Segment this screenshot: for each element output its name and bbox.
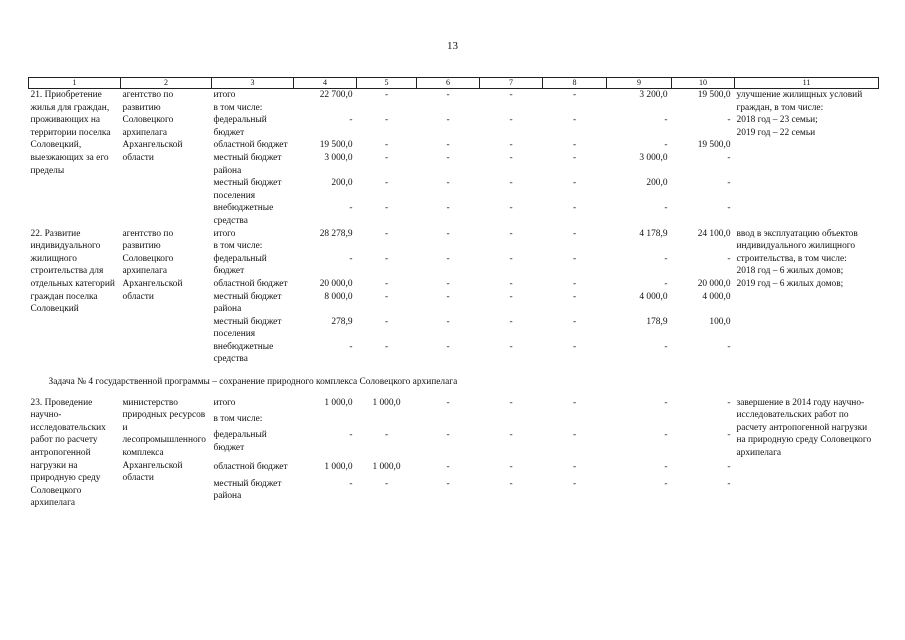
funding-value: 100,0 xyxy=(709,316,731,327)
funding-value: - xyxy=(727,462,731,473)
column-number-8: 8 xyxy=(543,78,607,89)
funding-value: 20 000,0 xyxy=(697,278,731,289)
funding-value: - xyxy=(664,430,668,441)
funding-value: 22 700,0 xyxy=(319,90,353,100)
funding-value: - xyxy=(509,397,513,408)
funding-value: - xyxy=(446,203,450,214)
funding-value xyxy=(480,240,543,253)
funding-value: - xyxy=(446,291,450,302)
funding-value: 28 278,9 xyxy=(319,228,353,239)
funding-value xyxy=(607,413,672,429)
expected-result: ввод в эксплуатацию объектов индивидуального жилищного строительства, в том числе: 2018 год – 6 жилых домов; 2019 год – 6 жилых домов; xyxy=(736,228,858,289)
funding-value: 1 000,0 xyxy=(372,462,401,473)
funding-value: - xyxy=(384,203,389,214)
funding-value xyxy=(294,413,357,429)
funding-value: - xyxy=(572,203,577,214)
funding-value xyxy=(417,102,480,115)
funding-value: - xyxy=(509,90,513,100)
table-body xyxy=(29,89,879,511)
funding-value: - xyxy=(384,228,389,239)
funding-value: - xyxy=(446,478,450,489)
funding-source: областной бюджет xyxy=(213,140,288,151)
funding-value: - xyxy=(384,115,389,126)
column-number-9: 9 xyxy=(607,78,672,89)
funding-value: - xyxy=(664,140,668,151)
funding-value: 19 500,0 xyxy=(319,140,353,151)
funding-value: - xyxy=(664,278,668,289)
funding-value: - xyxy=(572,341,577,352)
funding-value: 178,9 xyxy=(646,316,668,327)
funding-value: - xyxy=(384,178,389,189)
funding-value: - xyxy=(384,478,389,489)
funding-value: 1 000,0 xyxy=(324,397,353,408)
funding-value: - xyxy=(727,341,731,352)
funding-value: - xyxy=(509,478,513,489)
funding-source: итого xyxy=(213,90,236,100)
funding-source: местный бюджет района xyxy=(213,478,282,502)
funding-value: - xyxy=(384,253,389,264)
funding-value xyxy=(357,240,417,253)
funding-value: - xyxy=(349,478,353,489)
funding-value: 1 000,0 xyxy=(324,462,353,473)
table-row xyxy=(29,89,879,102)
funding-value xyxy=(543,102,607,115)
funding-value: - xyxy=(446,178,450,189)
funding-value: - xyxy=(509,228,513,239)
column-number-3: 3 xyxy=(212,78,294,89)
funding-value: - xyxy=(664,462,668,473)
funding-value xyxy=(672,413,735,429)
funding-value: - xyxy=(727,478,731,489)
funding-source: в том числе: xyxy=(213,413,263,424)
funding-value: - xyxy=(509,203,513,214)
column-number-6: 6 xyxy=(417,78,480,89)
funding-value: - xyxy=(349,203,353,214)
funding-value xyxy=(543,240,607,253)
funding-value xyxy=(543,413,607,429)
funding-value: - xyxy=(446,140,450,151)
funding-source: в том числе: xyxy=(213,241,263,252)
funding-value: - xyxy=(446,152,450,163)
funding-value: 1 000,0 xyxy=(372,397,401,408)
funding-source: в том числе: xyxy=(213,102,263,113)
column-number-2: 2 xyxy=(121,78,212,89)
funding-value: - xyxy=(446,430,450,441)
table-row xyxy=(29,228,879,241)
funding-value: - xyxy=(509,278,513,289)
funding-value: - xyxy=(572,140,577,151)
responsible-organization: агентство по развитию Соловецкого архипелага Архангельской области xyxy=(122,228,183,302)
program-table xyxy=(28,77,879,510)
funding-source: областной бюджет xyxy=(213,462,288,473)
table-row xyxy=(29,397,879,413)
funding-value: - xyxy=(572,278,577,289)
funding-value: - xyxy=(572,115,577,126)
funding-source: федеральный бюджет xyxy=(213,430,267,453)
funding-value: - xyxy=(664,115,668,126)
funding-source: внебюджетные средства xyxy=(213,341,274,365)
column-number-header xyxy=(29,78,879,89)
funding-source: итого xyxy=(213,228,236,239)
funding-value: - xyxy=(727,178,731,189)
funding-value: - xyxy=(572,291,577,302)
funding-value: - xyxy=(384,90,389,100)
funding-value: - xyxy=(727,203,731,214)
funding-value: - xyxy=(446,462,450,473)
expected-result: улучшение жилищных условий граждан, в том числе: 2018 год – 23 семьи; 2019 год – 22 семьи xyxy=(736,90,863,138)
funding-source: местный бюджет поселения xyxy=(213,178,282,201)
funding-value: 3 000,0 xyxy=(324,152,353,163)
funding-value: 24 100,0 xyxy=(697,228,731,239)
funding-value xyxy=(607,240,672,253)
funding-value: - xyxy=(572,253,577,264)
funding-value: - xyxy=(572,316,577,327)
funding-value: - xyxy=(509,341,513,352)
funding-value: - xyxy=(384,140,389,151)
funding-value xyxy=(672,240,735,253)
funding-value: 19 500,0 xyxy=(697,140,731,151)
funding-value: - xyxy=(349,115,353,126)
funding-value: 4 178,9 xyxy=(639,228,668,239)
funding-value xyxy=(417,240,480,253)
task-heading-cell xyxy=(29,366,879,397)
funding-value: - xyxy=(446,253,450,264)
funding-value: - xyxy=(446,341,450,352)
funding-value: - xyxy=(509,291,513,302)
funding-source: итого xyxy=(213,397,236,408)
funding-value: - xyxy=(446,316,450,327)
column-number-11: 11 xyxy=(735,78,879,89)
funding-value xyxy=(607,102,672,115)
funding-value: - xyxy=(384,316,389,327)
funding-value: - xyxy=(384,152,389,163)
funding-value: - xyxy=(664,478,668,489)
funding-value: - xyxy=(446,397,450,408)
funding-value: 200,0 xyxy=(331,178,353,189)
column-number-10: 10 xyxy=(672,78,735,89)
funding-value: - xyxy=(572,178,577,189)
funding-value: - xyxy=(572,152,577,163)
funding-value xyxy=(672,102,735,115)
funding-value: - xyxy=(349,253,353,264)
funding-value: - xyxy=(509,316,513,327)
task-heading-row xyxy=(29,366,879,397)
funding-value: - xyxy=(727,430,731,441)
funding-value: - xyxy=(384,278,389,289)
funding-value: - xyxy=(509,140,513,151)
column-number-5: 5 xyxy=(357,78,417,89)
funding-value: - xyxy=(446,115,450,126)
funding-value: - xyxy=(384,430,389,441)
funding-value: - xyxy=(509,253,513,264)
funding-value: - xyxy=(727,115,731,126)
funding-value: - xyxy=(446,278,450,289)
funding-value: - xyxy=(509,152,513,163)
column-number-1: 1 xyxy=(29,78,121,89)
funding-source: областной бюджет xyxy=(213,278,288,289)
responsible-organization: агентство по развитию Соловецкого архипелага Архангельской области xyxy=(122,90,183,163)
funding-value: - xyxy=(572,462,577,473)
funding-value: - xyxy=(446,90,450,100)
measure-description: 22. Развитие индивидуального жилищного строительства для отдельных категорий граждан поселка Соловецкий xyxy=(30,228,115,315)
funding-value: - xyxy=(664,397,668,408)
funding-value: 20 000,0 xyxy=(319,278,353,289)
column-number-7: 7 xyxy=(480,78,543,89)
funding-value xyxy=(417,413,480,429)
funding-value: - xyxy=(509,462,513,473)
funding-value: 3 000,0 xyxy=(639,152,668,163)
expected-result: завершение в 2014 году научно-исследовательских работ по расчету антропогенной нагрузки на природную среду Соловецкого архипелага xyxy=(736,397,872,459)
funding-source: местный бюджет района xyxy=(213,291,282,315)
funding-value: - xyxy=(664,203,668,214)
funding-value: - xyxy=(727,397,731,408)
funding-value: - xyxy=(572,397,577,408)
funding-value: 19 500,0 xyxy=(697,90,731,100)
funding-value xyxy=(480,102,543,115)
funding-value: - xyxy=(349,430,353,441)
responsible-organization: министерство природных ресурсов и лесопромышленного комплекса Архангельской области xyxy=(122,397,206,484)
funding-value: - xyxy=(727,253,731,264)
funding-value: 8 000,0 xyxy=(324,291,353,302)
funding-source: федеральный бюджет xyxy=(213,253,267,277)
funding-value: - xyxy=(572,478,577,489)
funding-value: - xyxy=(509,430,513,441)
funding-value xyxy=(480,413,543,429)
funding-value: - xyxy=(349,341,353,352)
task-heading: Задача № 4 государственной программы – сохранение природного комплекса Соловецкого архипелага xyxy=(48,377,458,388)
funding-value xyxy=(357,413,417,429)
funding-value: - xyxy=(572,228,577,239)
funding-value: 4 000,0 xyxy=(639,291,668,302)
funding-value: - xyxy=(509,115,513,126)
funding-value: - xyxy=(572,430,577,441)
funding-source: местный бюджет района xyxy=(213,152,282,176)
funding-value xyxy=(357,102,417,115)
funding-value: - xyxy=(664,253,668,264)
funding-value xyxy=(294,240,357,253)
funding-value: - xyxy=(664,341,668,352)
measure-description: 21. Приобретение жилья для граждан, проживающих на территории поселка Соловецкий, выезжающих за его пределы xyxy=(30,90,111,176)
funding-source: внебюджетные средства xyxy=(213,203,274,226)
funding-value: - xyxy=(572,90,577,100)
funding-value: - xyxy=(384,291,389,302)
funding-value: 278,9 xyxy=(331,316,353,327)
measure-description: 23. Проведение научно-исследовательских работ по расчету антропогенной нагрузки на природную среду Соловецкого архипелага xyxy=(30,397,106,509)
funding-value: - xyxy=(509,178,513,189)
funding-source: местный бюджет поселения xyxy=(213,316,282,340)
funding-value: - xyxy=(727,152,731,163)
funding-value: 4 000,0 xyxy=(702,291,731,302)
funding-value: 3 200,0 xyxy=(639,90,668,100)
column-number-4: 4 xyxy=(294,78,357,89)
funding-source: федеральный бюджет xyxy=(213,115,267,138)
funding-value: 200,0 xyxy=(646,178,668,189)
funding-value xyxy=(294,102,357,115)
funding-value: - xyxy=(446,228,450,239)
funding-value: - xyxy=(384,341,389,352)
page-number: 13 xyxy=(447,40,458,52)
